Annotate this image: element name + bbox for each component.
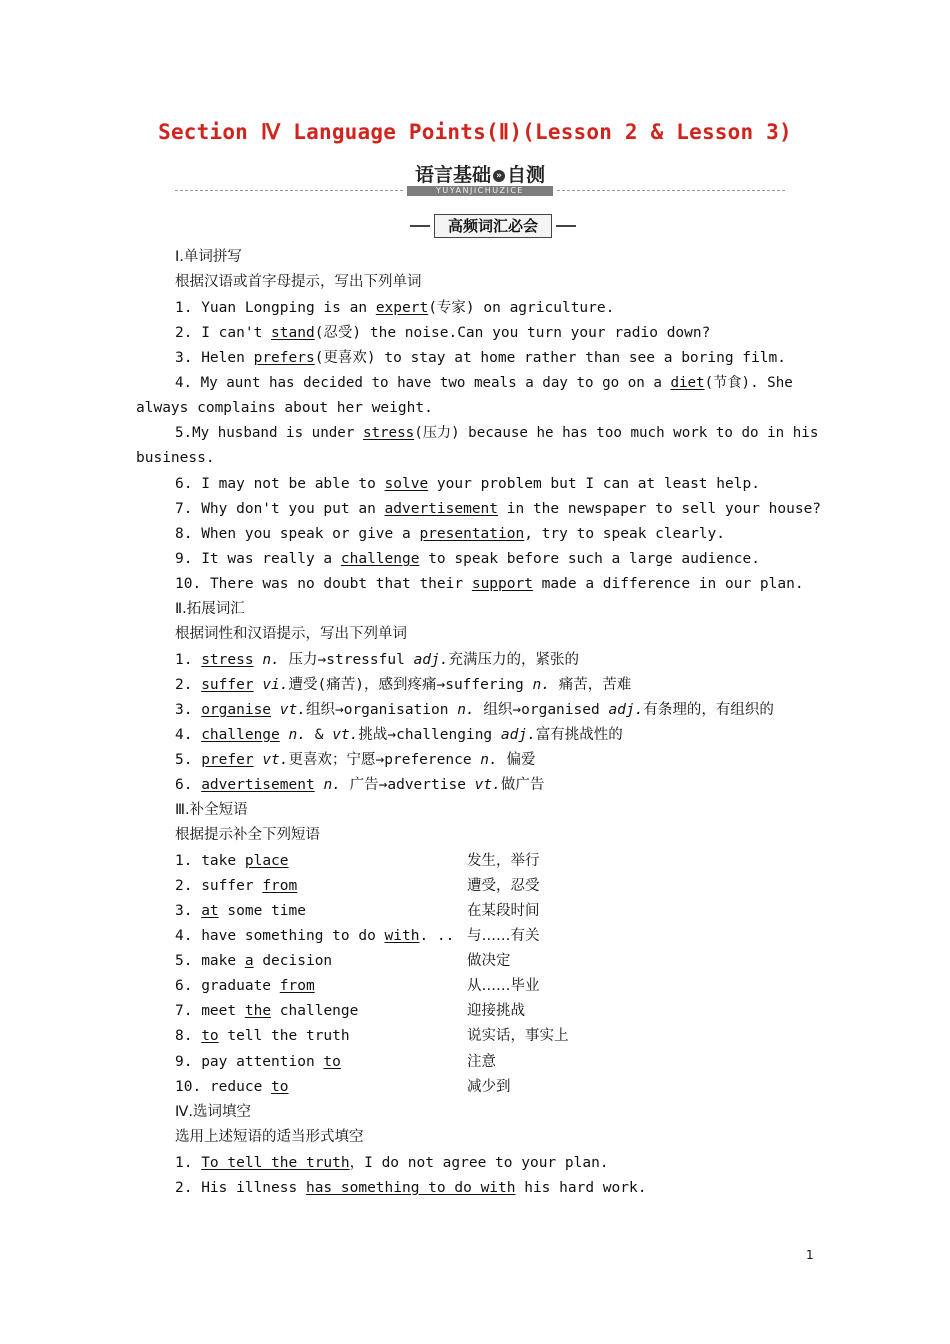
item-number: 1. — [175, 652, 193, 668]
badge-label: 高频词汇必会 — [434, 214, 552, 238]
item-text: 广告→advertise — [340, 777, 475, 793]
part3-meaning-4: 与……有关 — [467, 928, 540, 944]
part1-item-4 — [175, 374, 793, 392]
answer-blank: advertisement — [201, 777, 315, 793]
part2-item-2 — [175, 676, 631, 694]
part3-meaning-2: 遭受，忍受 — [467, 878, 540, 894]
answer-blank: suffer — [201, 677, 254, 693]
part1-instruction: 根据汉语或首字母提示，写出下列单词 — [175, 274, 422, 290]
item-number: 3. — [175, 702, 193, 718]
answer-blank: with — [384, 928, 420, 944]
item-text: 富有挑战性的 — [535, 727, 623, 743]
item-text: 充满压力的，紧张的 — [448, 652, 579, 668]
part3-item-10 — [175, 1078, 289, 1096]
item-text: decision — [253, 953, 333, 969]
answer-blank: to — [271, 1079, 289, 1095]
badge-bar-right — [556, 225, 576, 227]
item-text: (忍受) the noise.Can you turn your radio down? — [314, 325, 711, 341]
item-number: 8. — [175, 526, 193, 542]
item-text: 遭受(痛苦)，感到疼痛→suffering — [288, 677, 533, 693]
item-text: ，I do not agree to your plan. — [349, 1155, 609, 1171]
part3-meaning-7: 迎接挑战 — [467, 1003, 525, 1019]
banner-heading — [407, 160, 553, 187]
item-text: 做广告 — [500, 777, 545, 793]
item-text: Why don't you put an — [201, 501, 385, 517]
item-number: 6. — [175, 978, 193, 994]
part3-heading: Ⅲ.补全短语 — [175, 802, 248, 818]
answer-blank: stress — [362, 425, 415, 441]
item-number: 1. — [175, 853, 193, 869]
item-number: 10. — [175, 1079, 202, 1095]
answer-blank: diet — [670, 375, 705, 391]
item-text: I can't — [201, 325, 272, 341]
answer-blank: challenge — [340, 551, 420, 567]
answer-blank: a — [244, 953, 254, 969]
banner-pinyin: YUYANJICHUZICE — [407, 186, 553, 196]
answer-blank: support — [471, 576, 533, 592]
answer-blank: the — [244, 1003, 272, 1019]
part-of-speech: vt. — [279, 702, 306, 718]
part2-item-4 — [175, 726, 623, 744]
part3-item-2 — [175, 877, 297, 895]
item-text: made a difference in our plan. — [532, 576, 804, 592]
answer-blank: place — [244, 853, 289, 869]
part4-item-2 — [175, 1179, 646, 1197]
answer-blank: has something to do with — [305, 1180, 516, 1196]
item-text: My aunt has decided to have two meals a day to go on a — [200, 375, 671, 391]
item-text: & — [305, 727, 333, 743]
part3-item-1 — [175, 852, 289, 870]
part3-item-8 — [175, 1027, 350, 1045]
item-number: 2. — [175, 677, 193, 693]
page-title: Section Ⅳ Language Points(Ⅱ)(Lesson 2 & Lesson 3) — [158, 120, 792, 144]
answer-blank: from — [262, 878, 298, 894]
item-number: 4. — [175, 727, 193, 743]
item-text: to speak before such a large audience. — [419, 551, 760, 567]
item-text: tell the truth — [218, 1028, 350, 1044]
answer-blank: solve — [384, 476, 429, 492]
answer-blank: challenge — [201, 727, 280, 743]
item-text: his hard work. — [515, 1180, 647, 1196]
item-text: some time — [218, 903, 306, 919]
item-number: 6. — [175, 476, 193, 492]
item-text: I may not be able to — [201, 476, 385, 492]
item-text: My husband is under — [192, 425, 363, 441]
vocab-badge — [410, 214, 576, 238]
item-text: Yuan Longping is an — [201, 300, 376, 316]
part2-item-3 — [175, 701, 774, 719]
item-text: in the newspaper to sell your house? — [498, 501, 822, 517]
answer-blank: organise — [201, 702, 272, 718]
item-text: suffer — [201, 878, 263, 894]
item-number: 6. — [175, 777, 193, 793]
part-of-speech: n. — [323, 777, 341, 793]
item-number: 7. — [175, 1003, 193, 1019]
part3-item-7 — [175, 1002, 358, 1020]
item-number: 2. — [175, 325, 193, 341]
item-text: meet — [201, 1003, 245, 1019]
answer-blank: from — [279, 978, 315, 994]
item-text: (压力) because he has too much work to do in his — [414, 425, 819, 441]
item-text: challenge — [271, 1003, 359, 1019]
answer-blank: stress — [201, 652, 254, 668]
part1-item-10 — [175, 575, 804, 593]
part2-item-5 — [175, 751, 536, 769]
item-text: make — [201, 953, 245, 969]
part-of-speech: n. — [457, 702, 475, 718]
part-of-speech: n. — [262, 652, 280, 668]
part4-instruction: 选用上述短语的适当形式填空 — [175, 1129, 364, 1145]
part2-instruction: 根据词性和汉语提示，写出下列单词 — [175, 626, 407, 642]
part-of-speech: vt. — [332, 727, 359, 743]
part1-item-8 — [175, 525, 725, 543]
item-text: His illness — [201, 1180, 306, 1196]
part3-instruction: 根据提示补全下列短语 — [175, 827, 320, 843]
part3-item-5 — [175, 952, 332, 970]
item-text: 有条理的，有组织的 — [643, 702, 774, 718]
item-text: 偏爱 — [497, 752, 536, 768]
banner-heading-left: 语言基础 — [414, 164, 491, 186]
answer-blank: prefers — [253, 350, 315, 366]
item-number: 9. — [175, 551, 193, 567]
item-number: 3. — [175, 350, 193, 366]
item-text: There was no doubt that their — [209, 576, 472, 592]
part1-item-4-cont: always complains about her weight. — [136, 400, 433, 416]
part1-heading: Ⅰ.单词拼写 — [175, 249, 242, 265]
part-of-speech: adj. — [608, 702, 644, 718]
banner-divider-right — [557, 190, 785, 191]
item-text: Helen — [201, 350, 254, 366]
section-banner — [175, 160, 785, 202]
item-number: 5. — [175, 752, 193, 768]
part2-item-1 — [175, 651, 579, 669]
item-number: 1. — [175, 1155, 193, 1171]
item-text: your problem but I can at least help. — [428, 476, 760, 492]
item-text: . .. — [419, 928, 455, 944]
part3-meaning-1: 发生，举行 — [467, 853, 540, 869]
part-of-speech: n. — [480, 752, 498, 768]
item-text: 挑战→challenging — [358, 727, 501, 743]
part-of-speech: n. — [532, 677, 550, 693]
item-text: 痛苦，苦难 — [550, 677, 632, 693]
part3-item-9 — [175, 1053, 341, 1071]
item-text: When you speak or give a — [201, 526, 420, 542]
answer-blank: presentation — [419, 526, 525, 542]
part2-item-6 — [175, 776, 544, 794]
part3-item-3 — [175, 902, 306, 920]
item-text: It was really a — [201, 551, 341, 567]
answer-blank: prefer — [201, 752, 254, 768]
item-text: 压力→stressful — [279, 652, 414, 668]
part3-item-4 — [175, 927, 454, 945]
part1-item-6 — [175, 475, 760, 493]
item-number: 5. — [175, 425, 193, 441]
item-text: 组织→organisation — [305, 702, 458, 718]
item-number: 5. — [175, 953, 193, 969]
answer-blank: to — [201, 1028, 219, 1044]
part4-heading: Ⅳ.选词填空 — [175, 1104, 251, 1120]
item-number: 4. — [175, 928, 193, 944]
item-text: take — [201, 853, 245, 869]
item-number: 2. — [175, 878, 193, 894]
answer-blank: at — [201, 903, 219, 919]
part1-item-9 — [175, 550, 760, 568]
part1-item-3 — [175, 349, 786, 367]
item-text: , try to speak clearly. — [524, 526, 726, 542]
item-text: 组织→organised — [474, 702, 609, 718]
item-number: 1. — [175, 300, 193, 316]
item-number: 7. — [175, 501, 193, 517]
item-number: 4. — [175, 375, 193, 391]
part3-meaning-8: 说实话，事实上 — [467, 1028, 569, 1044]
part3-item-6 — [175, 977, 315, 995]
part1-item-2 — [175, 324, 710, 342]
item-text: (更喜欢) to stay at home rather than see a boring film. — [314, 350, 786, 366]
item-text: have something to do — [201, 928, 385, 944]
banner-heading-right: 自测 — [507, 164, 546, 186]
part-of-speech: adj. — [413, 652, 449, 668]
item-text: (专家) on agriculture. — [428, 300, 615, 316]
page-number: 1 — [806, 1248, 814, 1262]
part1-item-1 — [175, 299, 614, 317]
answer-blank: to — [323, 1054, 341, 1070]
badge-bar-left — [410, 225, 430, 227]
part1-item-7 — [175, 500, 821, 518]
banner-divider-left — [175, 190, 403, 191]
item-number: 9. — [175, 1054, 193, 1070]
answer-blank: advertisement — [384, 501, 499, 517]
part1-item-5-cont: business. — [136, 450, 215, 466]
item-number: 3. — [175, 903, 193, 919]
part3-meaning-5: 做决定 — [467, 953, 511, 969]
answer-blank: stand — [271, 325, 315, 341]
answer-blank: expert — [375, 300, 429, 316]
part4-item-1 — [175, 1154, 609, 1172]
item-text: (节食). She — [704, 375, 793, 391]
answer-blank: To tell the truth — [201, 1155, 350, 1171]
arrow-bullet-icon: » — [493, 170, 505, 182]
part3-meaning-10: 减少到 — [467, 1079, 511, 1095]
part3-meaning-3: 在某段时间 — [467, 903, 540, 919]
item-text: pay attention — [201, 1054, 324, 1070]
part-of-speech: adj. — [500, 727, 536, 743]
item-text: 更喜欢；宁愿→preference — [288, 752, 481, 768]
item-text: graduate — [201, 978, 280, 994]
part2-heading: Ⅱ.拓展词汇 — [175, 601, 245, 617]
part-of-speech: vi. — [262, 677, 289, 693]
item-number: 8. — [175, 1028, 193, 1044]
part-of-speech: n. — [288, 727, 306, 743]
part-of-speech: vt. — [262, 752, 289, 768]
part3-meaning-6: 从……毕业 — [467, 978, 540, 994]
part3-meaning-9: 注意 — [467, 1054, 496, 1070]
part1-item-5 — [175, 424, 818, 442]
item-number: 2. — [175, 1180, 193, 1196]
item-number: 10. — [175, 576, 202, 592]
part-of-speech: vt. — [474, 777, 501, 793]
item-text: reduce — [209, 1079, 272, 1095]
